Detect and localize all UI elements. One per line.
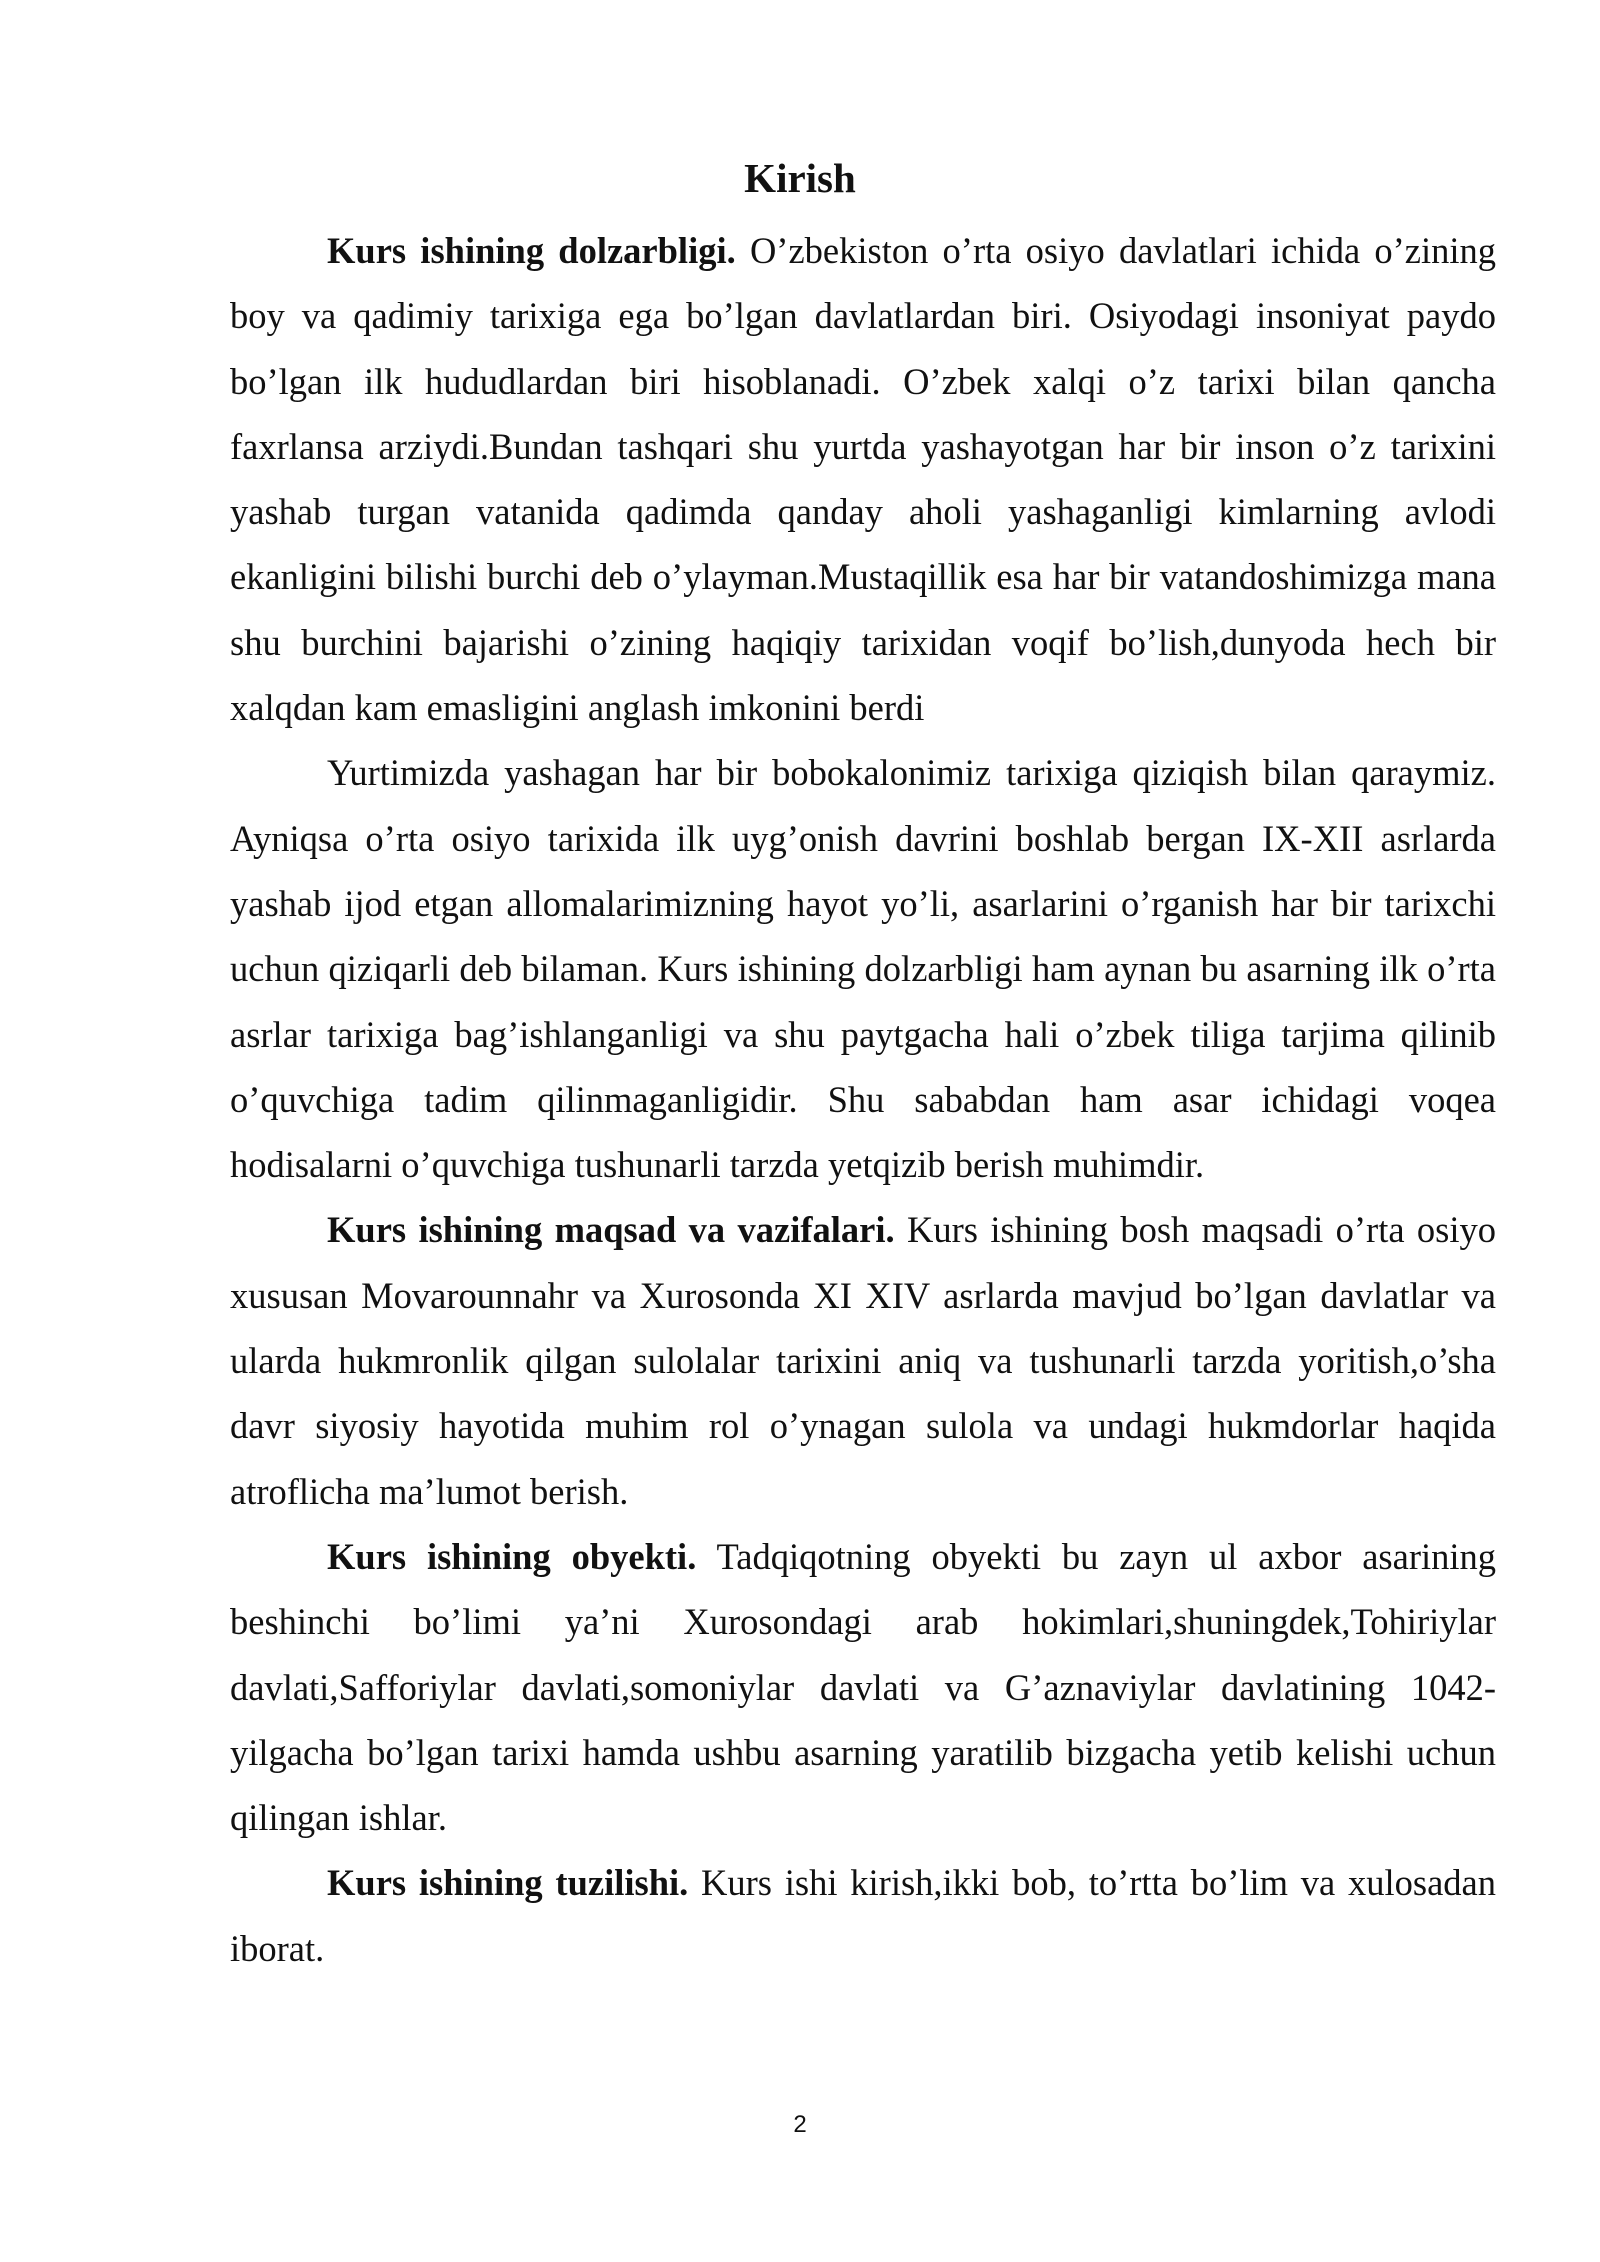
paragraph-goals	[230, 1197, 1496, 1523]
document-body	[230, 218, 1496, 1981]
page-title: Kirish	[744, 155, 856, 201]
paragraph-heading: Kurs ishining obyekti.	[327, 1535, 697, 1577]
paragraph-text: Yurtimizda yashagan har bir bobokalonimiz tarixiga qiziqish bilan qaraymiz. Ayniqsa o’rta osiyo tarixida ilk uyg’onish davrini boshlab bergan IX-XII asrlarda yashab ijod etgan allomalarimizning hayot yo’li, asarlarini o’rganish har bir tarixchi uchun qiziqarli deb bilaman. Kurs ishining dolzarbligi ham aynan bu asarning ilk o’rta asrlar tarixiga bag’ishlanganligi va shu paytgacha hali o’zbek tiliga tarjima qilinib o’quvchiga tadim qilinmaganligidir. Shu sababdan ham asar ichidagi voqea hodisalarni o’quvchiga tushunarli tarzda yetqizib berish muhimdir.	[230, 752, 1496, 1186]
paragraph-text: Tadqiqotning obyekti bu zayn ul axbor asarining beshinchi bo’limi ya’ni Xurosondagi arab hokimlari,shuningdek,Tohiriylar davlati,Safforiylar davlati,somoniylar davlati va G’aznaviylar davlatining 1042-yilgacha bo’lgan tarixi hamda ushbu asarning yaratilib bizgacha yetib kelishi uchun qilingan ishlar.	[230, 1535, 1496, 1839]
paragraph-text: Kurs ishi kirish,ikki bob, to’rtta bo’lim va xulosadan iborat.	[230, 1862, 1496, 1969]
paragraph-structure	[230, 1850, 1496, 1981]
paragraph-relevance	[230, 218, 1496, 740]
paragraph-text: Kurs ishining bosh maqsadi o’rta osiyo xususan Movarounnahr va Xurosonda XI XIV asrlarda mavjud bo’lgan davlatlar va ularda hukmronlik qilgan sulolalar tarixini aniq va tushunarli tarzda yoritish,o’sha davr siyosiy hayotida muhim rol o’ynagan sulola va undagi hukmdorlar haqida atroflicha ma’lumot berish.	[230, 1209, 1496, 1512]
paragraph-interest	[230, 740, 1496, 1197]
paragraph-text: O’zbekiston o’rta osiyo davlatlari ichida o’zining boy va qadimiy tarixiga ega bo’lgan davlatlardan biri. Osiyodagi insoniyat paydo bo’lgan ilk hududlardan biri hisoblanadi. O’zbek xalqi o’z tarixi bilan qancha faxrlansa arziydi.Bundan tashqari shu yurtda yashayotgan har bir inson o’z tarixini yashab turgan vatanida qadimda qanday aholi yashaganligi kimlarning avlodi ekanligini bilishi burchi deb o’ylayman.Mustaqillik esa har bir vatandoshimizga mana shu burchini bajarishi o’zining haqiqiy tarixidan voqif bo’lish,dunyoda hech bir xalqdan kam emasligini anglash imkonini berdi	[230, 230, 1497, 729]
paragraph-heading: Kurs ishining dolzarbligi.	[327, 230, 736, 271]
page-number: 2	[793, 2111, 807, 2138]
paragraph-heading: Kurs ishining maqsad va vazifalari.	[327, 1209, 895, 1251]
paragraph-object	[230, 1524, 1496, 1850]
paragraph-heading: Kurs ishining tuzilishi.	[327, 1862, 689, 1904]
